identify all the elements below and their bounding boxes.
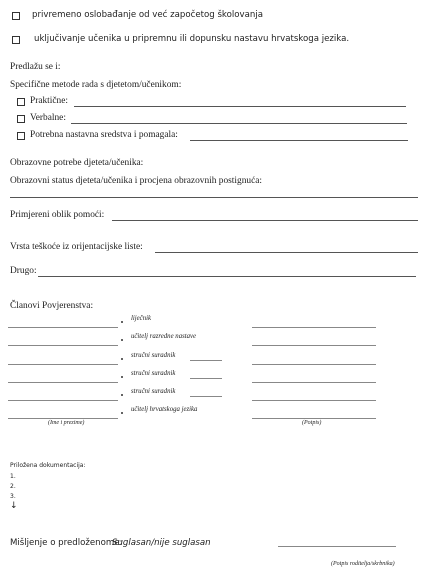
member-name-line[interactable] <box>8 345 118 346</box>
option-label: uključivanje učenika u pripremnu ili dopunsku nastavu hrvatskoga jezika. <box>34 34 350 44</box>
help-form-label: Primjereni oblik pomoći: <box>10 210 105 220</box>
difficulty-type-label: Vrsta teškoće iz orijentacijske liste: <box>10 242 143 252</box>
member-name-line[interactable] <box>8 327 118 328</box>
member-bullet <box>121 376 123 378</box>
member-signature-line[interactable] <box>252 418 376 419</box>
checkbox-privremeno-oslobadanje[interactable] <box>12 12 20 20</box>
option-label: privremeno oslobađanje od već započetog školovanja <box>32 10 263 20</box>
member-bullet <box>121 394 123 396</box>
member-signature-line[interactable] <box>252 382 376 383</box>
member-name-line[interactable] <box>8 400 118 401</box>
checkbox-nastavna-sredstva[interactable] <box>17 132 25 140</box>
member-role: učitelj razredne nastave <box>131 333 197 340</box>
member-bullet <box>121 339 123 341</box>
nastavna-sredstva-line[interactable] <box>190 140 408 141</box>
member-role: stručni suradnik <box>131 352 176 359</box>
member-name-line[interactable] <box>8 382 118 383</box>
methods-heading: Specifične metode rada s djetetom/učenikom: <box>10 80 182 90</box>
committee-heading: Članovi Povjerenstva: <box>10 301 94 311</box>
arrow-down-icon: ↓ <box>10 501 18 511</box>
checkbox-pripremna-nastava[interactable] <box>12 36 20 44</box>
opinion-value[interactable]: Suglasan/nije suglasan <box>112 538 211 548</box>
documentation-item: 1. <box>10 473 16 480</box>
documentation-item: 3. <box>10 493 16 500</box>
role-line <box>190 360 222 361</box>
member-role: stručni suradnik <box>131 370 176 377</box>
member-name-line[interactable] <box>8 364 118 365</box>
method-label: Potrebna nastavna sredstva i pomagala: <box>30 130 178 140</box>
member-role: stručni suradnik <box>131 388 176 395</box>
name-caption: (Ime i prezime) <box>48 420 85 426</box>
educational-status-line[interactable] <box>10 197 418 198</box>
parent-signature-line[interactable] <box>278 546 396 547</box>
member-signature-line[interactable] <box>252 400 376 401</box>
method-label: Verbalne: <box>30 113 66 123</box>
educational-needs-label: Obrazovne potrebe djeteta/učenika: <box>10 158 144 168</box>
opinion-label: Mišljenje o predloženome: <box>10 538 123 548</box>
signature-caption: (Potpis) <box>302 420 322 426</box>
member-name-line[interactable] <box>8 418 118 419</box>
member-bullet <box>121 321 123 323</box>
checkbox-verbalne[interactable] <box>17 115 25 123</box>
member-role: liječnik <box>131 315 152 322</box>
proposal-heading: Predlažu se i: <box>10 62 61 72</box>
member-signature-line[interactable] <box>252 327 376 328</box>
checkbox-prakticne[interactable] <box>17 98 25 106</box>
other-label: Drugo: <box>10 266 37 276</box>
documentation-item: 2. <box>10 483 16 490</box>
member-signature-line[interactable] <box>252 345 376 346</box>
method-label: Praktične: <box>30 96 69 106</box>
difficulty-type-line[interactable] <box>155 252 418 253</box>
other-line[interactable] <box>38 276 416 277</box>
help-form-line[interactable] <box>112 220 418 221</box>
role-line <box>190 396 222 397</box>
prakticne-line[interactable] <box>74 106 406 107</box>
educational-status-label: Obrazovni status djeteta/učenika i procjena obrazovnih postignuća: <box>10 176 262 186</box>
member-role: učitelj hrvatskoga jezika <box>131 406 198 413</box>
member-signature-line[interactable] <box>252 364 376 365</box>
member-bullet <box>121 412 123 414</box>
member-bullet <box>121 358 123 360</box>
parent-signature-caption: (Potpis roditelja/skrbnika) <box>331 561 395 567</box>
verbalne-line[interactable] <box>71 123 407 124</box>
documentation-heading: Priložena dokumentacija: <box>10 462 86 469</box>
role-line <box>190 378 222 379</box>
